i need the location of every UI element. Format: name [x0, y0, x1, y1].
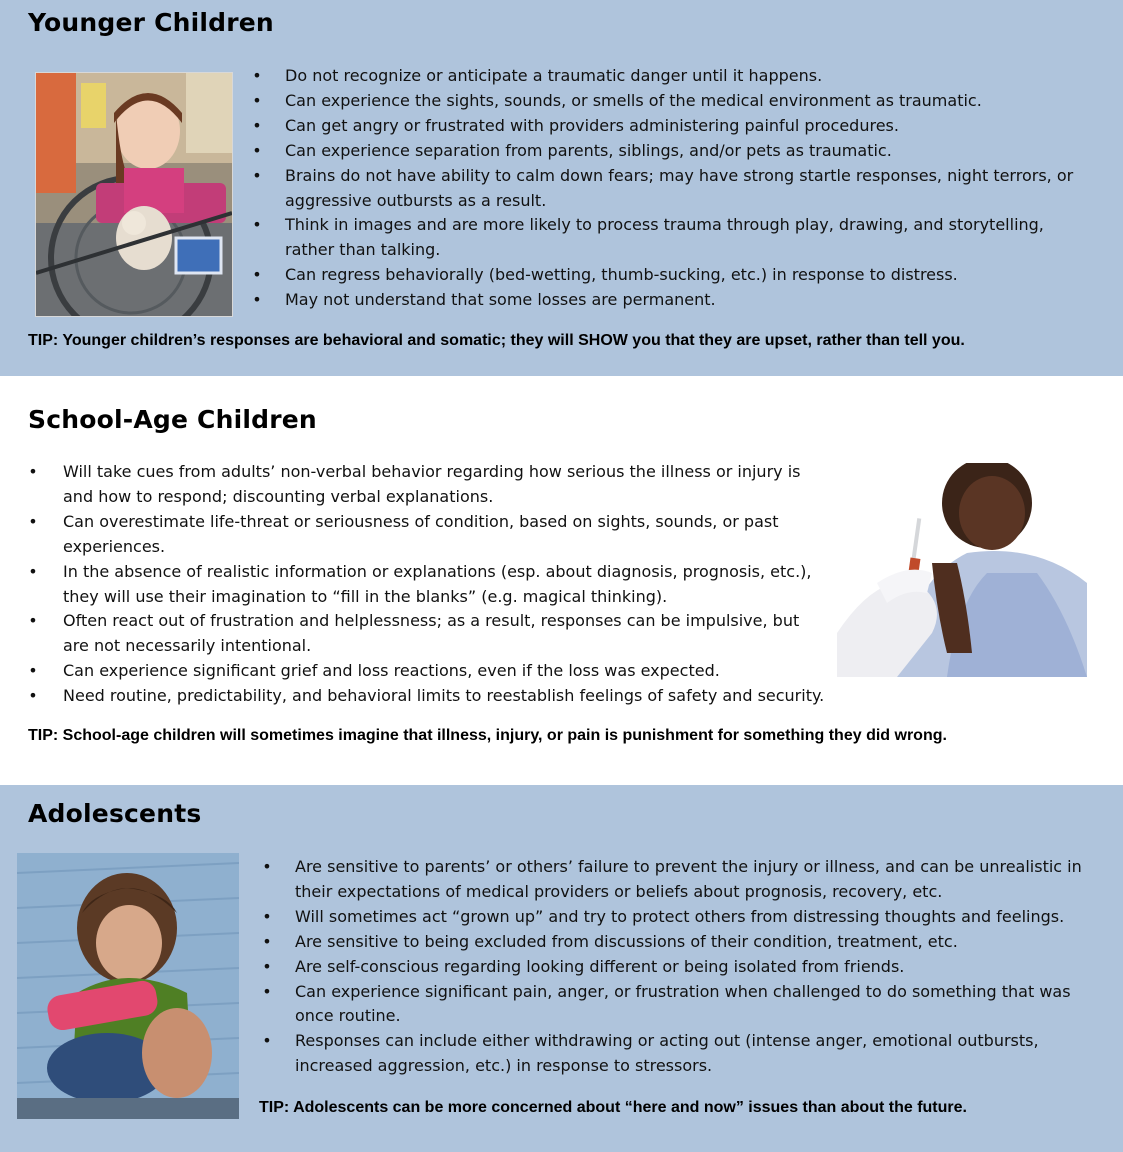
list-item-text: Can experience significant pain, anger, or frustration when challenged to do something that was once routine.	[295, 981, 1071, 1026]
list-item-text: Think in images and are more likely to process trauma through play, drawing, and storytelling, rather than talking.	[285, 215, 1044, 260]
list-item-text: In the absence of realistic information or explanations (esp. about diagnosis, prognosis, etc.), they will use their imagination to “fill in the blanks” (e.g. magical thinking).	[63, 561, 812, 606]
bullet-dot: •	[252, 90, 262, 110]
list-item	[262, 955, 1112, 980]
list-item	[252, 89, 1092, 114]
list-item	[262, 980, 1112, 1030]
list-item	[252, 139, 1092, 164]
list-item-text: Responses can include either withdrawing or acting out (intense anger, emotional outbursts, increased aggression, etc.) in response to stressors.	[295, 1031, 1039, 1076]
list-item	[262, 1029, 1112, 1079]
list-item	[28, 659, 828, 684]
bullet-dot: •	[262, 906, 272, 926]
list-item	[28, 460, 828, 510]
list-item-text: Need routine, predictability, and behavioral limits to reestablish feelings of safety and security.	[63, 686, 825, 706]
bullet-dot: •	[252, 215, 262, 235]
list-item-text: Can experience separation from parents, siblings, and/or pets as traumatic.	[285, 140, 892, 160]
section-younger-children	[0, 0, 1123, 376]
list-item-text: Brains do not have ability to calm down fears; may have strong startle responses, night terrors, or aggressive outbursts as a result.	[285, 165, 1074, 210]
bullet-dot: •	[252, 165, 262, 185]
tip-text: TIP: Younger children’s responses are behavioral and somatic; they will SHOW you that they are upset, rather than tell you.	[28, 332, 965, 349]
bullet-dot: •	[252, 66, 262, 85]
bullet-dot: •	[262, 956, 272, 976]
bullet-list	[262, 855, 1112, 1079]
bullet-dot: •	[262, 981, 272, 1001]
section-title: Younger Children	[28, 8, 274, 37]
section-school-age-children	[0, 376, 1123, 785]
photo-adolescent-cast	[17, 853, 239, 1119]
photo-child-vaccination	[837, 463, 1087, 677]
tip-text: TIP: Adolescents can be more concerned about “here and now” issues than about the future.	[259, 1099, 967, 1116]
list-item-text: Can get angry or frustrated with providers administering painful procedures.	[285, 115, 899, 135]
list-item	[252, 114, 1092, 139]
list-item-text: Do not recognize or anticipate a traumatic danger until it happens.	[285, 66, 823, 85]
bullet-dot: •	[252, 265, 262, 285]
bullet-dot: •	[252, 115, 262, 135]
bullet-dot: •	[28, 686, 38, 706]
bullet-dot: •	[262, 857, 272, 876]
bullet-dot: •	[262, 1031, 272, 1051]
list-item	[252, 288, 1092, 313]
bullet-list	[252, 64, 1092, 313]
list-item	[252, 64, 1092, 89]
list-item	[252, 213, 1092, 263]
list-item	[28, 609, 828, 659]
bullet-dot: •	[28, 611, 38, 631]
list-item-text: Can experience significant grief and loss reactions, even if the loss was expected.	[63, 661, 720, 681]
bullet-dot: •	[28, 561, 38, 581]
list-item-text: Are sensitive to being excluded from discussions of their condition, treatment, etc.	[295, 931, 958, 951]
bullet-dot: •	[252, 290, 262, 310]
list-item	[28, 560, 828, 610]
list-item-text: May not understand that some losses are permanent.	[285, 290, 716, 310]
list-item	[252, 263, 1092, 288]
list-item-text: Are self-conscious regarding looking different or being isolated from friends.	[295, 956, 905, 976]
list-item-text: Will sometimes act “grown up” and try to protect others from distressing thoughts and feelings.	[295, 906, 1065, 926]
section-title: Adolescents	[28, 799, 202, 828]
bullet-dot: •	[262, 931, 272, 951]
list-item	[28, 684, 828, 709]
list-item-text: Will take cues from adults’ non-verbal behavior regarding how serious the illness or injury is and how to respond; discounting verbal explanations.	[63, 462, 801, 506]
list-item-text: Can overestimate life-threat or seriousness of condition, based on sights, sounds, or past experiences.	[63, 511, 779, 556]
list-item-text: Can regress behaviorally (bed-wetting, thumb-sucking, etc.) in response to distress.	[285, 265, 958, 285]
list-item	[262, 855, 1112, 905]
tip-text: TIP: School-age children will sometimes imagine that illness, injury, or pain is punishment for something they did wrong.	[28, 727, 947, 744]
list-item-text: Can experience the sights, sounds, or smells of the medical environment as traumatic.	[285, 90, 982, 110]
list-item	[262, 930, 1112, 955]
bullet-dot: •	[252, 140, 262, 160]
bullet-dot: •	[28, 462, 38, 481]
section-adolescents	[0, 785, 1123, 1152]
list-item	[252, 164, 1092, 214]
bullet-list	[28, 460, 828, 709]
list-item-text: Often react out of frustration and helplessness; as a result, responses can be impulsive, but are not necessarily intentional.	[63, 611, 800, 656]
list-item-text: Are sensitive to parents’ or others’ failure to prevent the injury or illness, and can be unrealistic in their expectations of medical providers or beliefs about prognosis, recovery, etc.	[295, 857, 1082, 901]
list-item	[262, 905, 1112, 930]
list-item	[28, 510, 828, 560]
section-title: School-Age Children	[28, 405, 317, 434]
photo-child-wheelchair	[35, 72, 233, 317]
bullet-dot: •	[28, 661, 38, 681]
bullet-dot: •	[28, 511, 38, 531]
